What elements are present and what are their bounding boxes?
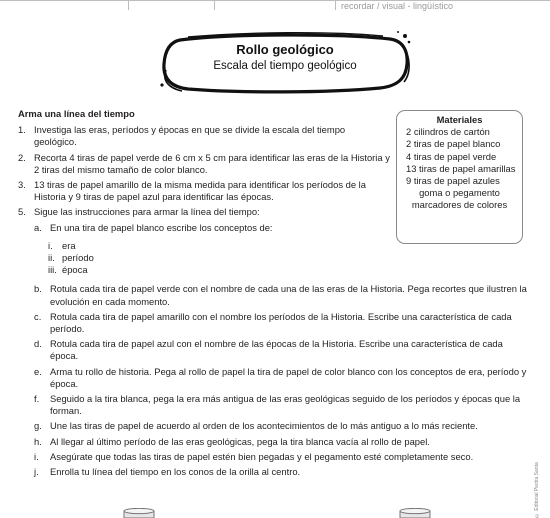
substep-letter: h. bbox=[34, 435, 42, 447]
title-banner bbox=[158, 30, 412, 96]
concept-item bbox=[48, 252, 528, 264]
substep-letter: b. bbox=[34, 283, 42, 295]
substep-item bbox=[34, 451, 528, 463]
substep-text: Rotula cada tira de papel amarillo con el nombre los períodos de la Historia. Escribe una característica de cada período. bbox=[50, 310, 512, 335]
substep-text: Arma tu rollo de historia. Pega al rollo de papel la tira de papel de color blanco con los conceptos de era, período y época. bbox=[50, 365, 527, 389]
step-number: 5. bbox=[18, 206, 26, 218]
step-text: Recorta 4 tiras de papel verde de 6 cm x 5 cm para identificar las eras de la Historia y 2 tiras del mismo tamaño de color blanco. bbox=[34, 151, 390, 175]
header-rule bbox=[0, 0, 550, 1]
material-item: 13 tiras de papel amarillas bbox=[406, 162, 516, 174]
top-header-strip bbox=[0, 0, 550, 14]
paper-roll-icon bbox=[398, 508, 432, 518]
step-text: Sigue las instrucciones para armar la línea del tiempo: bbox=[34, 206, 260, 218]
concept-numeral: i. bbox=[48, 239, 53, 251]
intelligence-tag: recordar / visual - lingüístico bbox=[341, 1, 454, 11]
substep-text: Al llegar al último período de las eras geológicas, pega la tira blanca vacía al rollo de papel. bbox=[50, 435, 430, 447]
concept-item bbox=[48, 240, 528, 252]
substep-text: Enrolla tu línea del tiempo en los conos de la orilla al centro. bbox=[50, 466, 301, 478]
substep-item bbox=[34, 222, 528, 234]
substep-letter: i. bbox=[34, 450, 39, 462]
substep-item bbox=[34, 436, 528, 448]
concept-numeral: ii. bbox=[48, 252, 55, 264]
substep-letter: e. bbox=[34, 365, 42, 377]
substep-letter: f. bbox=[34, 393, 40, 405]
substep-item bbox=[34, 338, 528, 362]
step-text: 13 tiras de papel amarillo de la misma medida para identificar los períodos de la Historia y 9 tiras de papel azul para identificar las épocas. bbox=[34, 179, 366, 203]
substep-letter: c. bbox=[34, 310, 42, 322]
substep-item bbox=[34, 466, 528, 478]
section-heading: Arma una línea del tiempo bbox=[18, 108, 135, 119]
substep-text: Rotula cada tira de papel verde con el nombre de cada una de las eras de la Historia. Pega recortes que ilustren la evolución en cada momento. bbox=[50, 283, 527, 307]
concept-text: época bbox=[62, 264, 88, 276]
substep-text: Une las tiras de papel de acuerdo al orden de los acontecimientos de lo más antiguo a lo más reciente. bbox=[50, 420, 478, 432]
material-item: marcadores de colores bbox=[411, 199, 508, 211]
substep-item bbox=[34, 393, 528, 417]
step-text: Investiga las eras, períodos y épocas en que se divide la escala del tiempo geológico. bbox=[34, 124, 346, 148]
material-item: 2 tiras de papel blanco bbox=[406, 138, 501, 150]
substep-letter: g. bbox=[34, 420, 42, 432]
header-tick bbox=[128, 0, 129, 10]
substep-item bbox=[34, 311, 528, 335]
concept-numeral: iii. bbox=[48, 264, 57, 276]
substep-text: Seguido a la tira blanca, pega la era más antigua de las eras geológicas seguido de los períodos y épocas que la forman. bbox=[50, 393, 521, 417]
activity-subtitle: Escala del tiempo geológico bbox=[213, 60, 357, 72]
concept-text: era bbox=[62, 239, 76, 251]
substep-item bbox=[34, 283, 528, 307]
step-number: 2. bbox=[18, 151, 26, 163]
paper-roll-icon bbox=[122, 508, 156, 518]
material-item: 2 cilindros de cartón bbox=[406, 126, 490, 138]
concept-text: período bbox=[62, 252, 94, 264]
substep-letter: d. bbox=[34, 338, 42, 350]
material-item: 9 tiras de papel azules bbox=[406, 175, 500, 187]
material-item: goma o pegamento bbox=[419, 187, 500, 199]
step-item bbox=[18, 152, 390, 176]
substep-item bbox=[34, 366, 528, 390]
step-item bbox=[18, 124, 390, 148]
substep-text: Rotula cada tira de papel azul con el nombre de las épocas de la Historia. Escribe una característica de cada época. bbox=[50, 338, 503, 362]
material-item: 4 tiras de papel verde bbox=[406, 150, 497, 162]
header-tick bbox=[335, 0, 336, 10]
publisher-credit: © Editorial Piedra Santa bbox=[534, 462, 540, 518]
step-item bbox=[18, 206, 528, 218]
concept-item bbox=[48, 264, 528, 276]
substep-letter: j. bbox=[34, 466, 39, 478]
instructions bbox=[18, 108, 528, 481]
substep-letter: a. bbox=[34, 221, 42, 233]
substep-item bbox=[34, 420, 528, 432]
substep-text: En una tira de papel blanco escribe los conceptos de: bbox=[50, 221, 273, 233]
activity-title: Rollo geológico bbox=[236, 42, 334, 57]
materials-heading: Materiales bbox=[436, 114, 483, 125]
step-item bbox=[18, 179, 390, 203]
header-tick bbox=[214, 0, 215, 10]
step-number: 3. bbox=[18, 179, 26, 191]
substep-text: Asegúrate que todas las tiras de papel estén bien pegadas y el pegamento esté completamente seco. bbox=[50, 450, 474, 462]
step-number: 1. bbox=[18, 124, 26, 136]
